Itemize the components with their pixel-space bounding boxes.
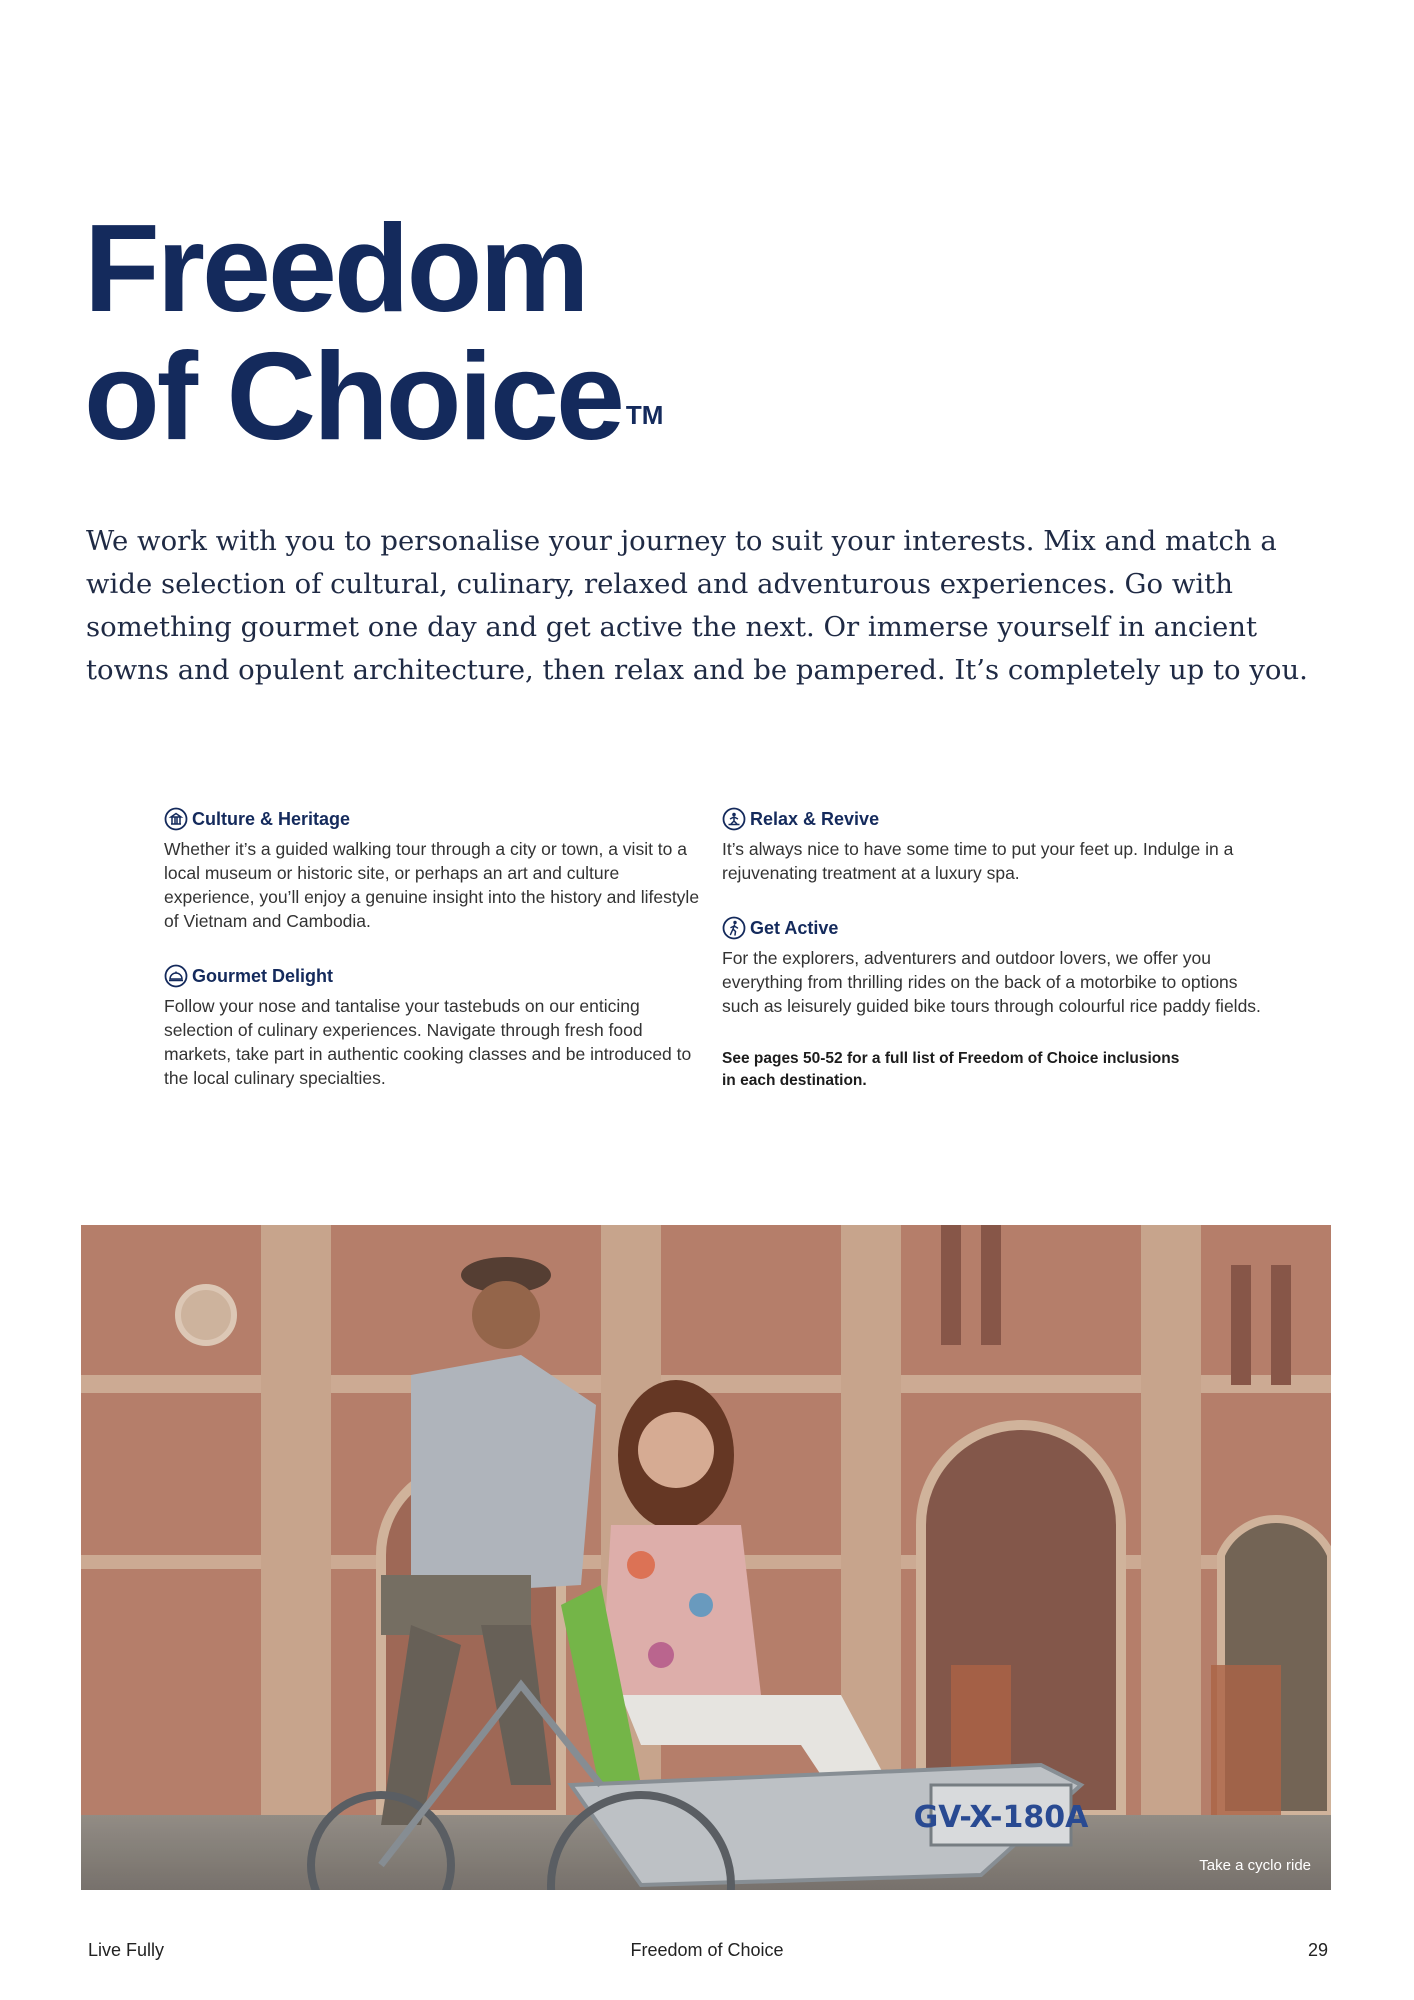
feature-culture-title: Culture & Heritage bbox=[192, 808, 351, 829]
feature-relax-body: It’s always nice to have some time to put your feet up. Indulge in a rejuvenating treatment at a luxury spa. bbox=[722, 839, 1234, 883]
spa-icon bbox=[722, 807, 746, 831]
feature-gourmet-title: Gourmet Delight bbox=[192, 965, 334, 986]
feature-culture-body: Whether it’s a guided walking tour through a city or town, a visit to a local museum or historic site, or perhaps an art and culture experience, you’ll enjoy a genuine insight into the history and lifestyle of Vietnam and Cambodia. bbox=[164, 839, 700, 931]
features-right-column bbox=[722, 806, 1262, 1092]
feature-culture-heading bbox=[164, 806, 704, 832]
hiker-icon bbox=[722, 916, 746, 940]
feature-relax-heading bbox=[722, 806, 1262, 832]
page-title bbox=[84, 200, 664, 466]
inclusions-note: See pages 50-52 for a full list of Freedom of Choice inclusions in each destination. bbox=[722, 1050, 1180, 1089]
license-plate: GV-X-180A bbox=[913, 1800, 1089, 1835]
feature-active-heading bbox=[722, 915, 1262, 941]
features-section bbox=[164, 806, 1264, 1126]
title-line-2-text: of Choice bbox=[84, 328, 622, 466]
footer-chapter-title: Freedom of Choice bbox=[630, 1940, 784, 1960]
feature-culture-heritage bbox=[164, 806, 704, 933]
feature-gourmet-heading bbox=[164, 963, 704, 989]
intro-paragraph: We work with you to personalise your journey to suit your interests. Mix and match a wide selection of cultural, culinary, relaxed and adventurous experiences. Go with something gourmet one day and get active the next. Or immerse yourself in ancient towns and opulent architecture, then relax and be pampered. It’s completely up to you. bbox=[86, 525, 1308, 686]
cloche-icon bbox=[164, 964, 188, 988]
photo-caption: Take a cyclo ride bbox=[1199, 1857, 1311, 1874]
feature-gourmet-delight bbox=[164, 963, 704, 1090]
title-line-1: Freedom bbox=[84, 200, 587, 338]
cathedral-cyclo-illustration bbox=[81, 1225, 1331, 1890]
feature-get-active bbox=[722, 915, 1262, 1018]
feature-gourmet-body: Follow your nose and tantalise your tastebuds on our enticing selection of culinary experiences. Navigate through fresh food markets, take part in authentic cooking classes and be introduced to the local culinary specialties. bbox=[164, 996, 692, 1088]
cyclo-ride-photo bbox=[81, 1225, 1331, 1890]
footer-section-name: Live Fully bbox=[88, 1940, 165, 1960]
feature-active-body: For the explorers, adventurers and outdoor lovers, we offer you everything from thrilling rides on the back of a motorbike to options such as leisurely guided bike tours through colourful rice paddy fields. bbox=[722, 948, 1261, 1016]
temple-icon bbox=[164, 807, 188, 831]
feature-relax-revive bbox=[722, 806, 1262, 885]
page-number: 29 bbox=[1307, 1940, 1328, 1960]
features-left-column bbox=[164, 806, 704, 1120]
feature-active-title: Get Active bbox=[750, 917, 839, 938]
feature-relax-title: Relax & Revive bbox=[750, 808, 880, 829]
trademark-mark: TM bbox=[625, 400, 664, 430]
title-line-2 bbox=[84, 328, 664, 466]
